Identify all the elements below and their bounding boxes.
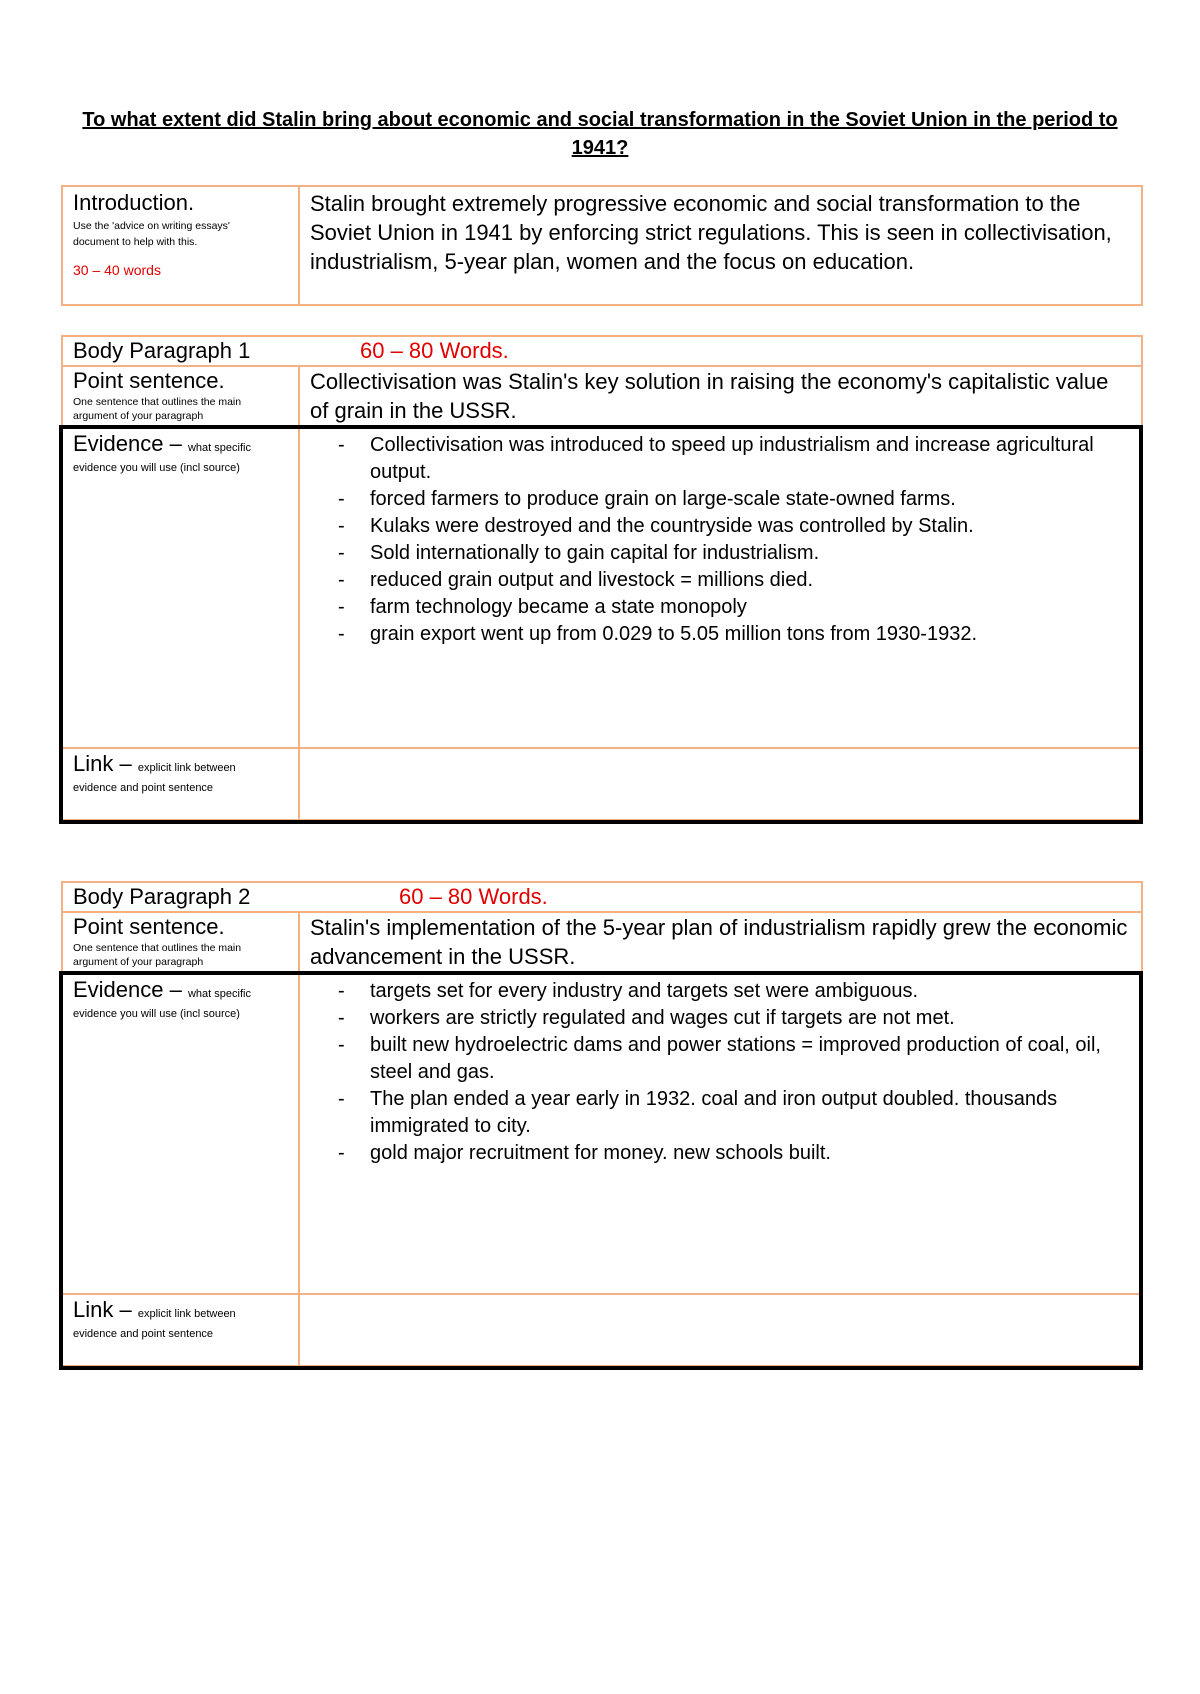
paragraph-2-link-cell[interactable] [299,1294,1142,1366]
evidence-hint-inline: what specific [187,988,251,1000]
paragraph-1-heading: Body Paragraph 1 [73,338,251,363]
essay-title: To what extent did Stalin bring about economic and social transformation in the Soviet Union in the period to 1941? [82,109,1118,159]
paragraph-1-point-label-cell [62,366,299,428]
paragraph-1-evidence-cell[interactable] [299,428,1142,748]
link-hint-line-2: evidence and point sentence [73,1328,214,1340]
intro-hint-line-1: Use the 'advice on writing essays' [73,220,230,232]
paragraph-1-word-count: 60 – 80 Words. [360,338,509,363]
intro-word-count: 30 – 40 words [73,262,161,278]
evidence-hint-line-2: evidence you will use (incl source) [73,1008,240,1020]
intro-text-cell[interactable] [299,186,1142,305]
intro-label-cell [62,186,299,305]
evidence-hint-line-2: evidence you will use (incl source) [73,462,240,474]
point-heading: Point sentence. [73,368,225,393]
paragraph-2-evidence-list [300,978,1131,1167]
evidence-item: - The plan ended a year early in 1932. coal and iron output doubled. thousands immigrated to city. [300,1086,1131,1140]
evidence-item: - Sold internationally to gain capital for industrialism. [300,540,1131,567]
evidence-item: - Collectivisation was introduced to speed up industrialism and increase agricultural output. [300,432,1131,486]
paragraph-2-point-text: Stalin's implementation of the 5-year plan of industrialism rapidly grew the economic advancement in the USSR. [310,915,1128,969]
paragraph-1-evidence-list [300,432,1131,648]
point-hint-line-1: One sentence that outlines the main [73,942,242,954]
evidence-hint-inline: what specific [187,442,251,454]
paragraph-2-evidence-cell[interactable] [299,974,1142,1294]
paragraph-1-header-cell [62,336,1142,366]
body-paragraph-2-table [61,881,1143,1367]
paragraph-1-evidence-label-cell [62,428,299,748]
paragraph-1-link-cell[interactable] [299,748,1142,820]
paragraph-1-point-cell[interactable] [299,366,1142,428]
point-hint-line-2: argument of your paragraph [73,410,204,422]
paragraph-2-word-count: 60 – 80 Words. [399,884,548,909]
paragraph-2-heading: Body Paragraph 2 [73,884,251,909]
evidence-item: - workers are strictly regulated and wages cut if targets are not met. [300,1005,1131,1032]
evidence-item: - grain export went up from 0.029 to 5.05 million tons from 1930-1932. [300,621,1131,648]
evidence-item: - farm technology became a state monopoly [300,594,1131,621]
evidence-item: - built new hydroelectric dams and power stations = improved production of coal, oil, steel and gas. [300,1032,1131,1086]
evidence-item: - gold major recruitment for money. new schools built. [300,1140,1131,1167]
paragraph-1-link-label-cell [62,748,299,820]
paragraph-2-evidence-label-cell [62,974,299,1294]
paragraph-1-point-text: Collectivisation was Stalin's key solution in raising the economy's capitalistic value of grain in the USSR. [310,369,1109,423]
paragraph-2-point-label-cell [62,912,299,974]
paragraph-2-header-cell [62,882,1142,912]
link-hint-inline: explicit link between [137,762,236,774]
paragraph-2-point-cell[interactable] [299,912,1142,974]
intro-heading: Introduction. [73,190,195,215]
paragraph-2-link-label-cell [62,1294,299,1366]
evidence-item: - reduced grain output and livestock = millions died. [300,567,1131,594]
evidence-heading: Evidence – [73,977,182,1002]
link-hint-inline: explicit link between [137,1308,236,1320]
intro-text: Stalin brought extremely progressive economic and social transformation to the Soviet Union in 1941 by enforcing strict regulations. This is seen in collectivisation, industrialism, 5-year plan, women and the focus on education. [310,191,1112,274]
evidence-heading: Evidence – [73,431,182,456]
link-hint-line-2: evidence and point sentence [73,782,214,794]
point-hint-line-2: argument of your paragraph [73,956,204,968]
point-hint-line-1: One sentence that outlines the main [73,396,242,408]
link-heading: Link – [73,751,132,776]
evidence-item: - Kulaks were destroyed and the countryside was controlled by Stalin. [300,513,1131,540]
evidence-item: - forced farmers to produce grain on large-scale state-owned farms. [300,486,1131,513]
body-paragraph-1-table [61,335,1143,821]
link-heading: Link – [73,1297,132,1322]
point-heading: Point sentence. [73,914,225,939]
intro-hint-line-2: document to help with this. [73,236,198,248]
evidence-item: - targets set for every industry and targets set were ambiguous. [300,978,1131,1005]
intro-table [61,185,1143,306]
